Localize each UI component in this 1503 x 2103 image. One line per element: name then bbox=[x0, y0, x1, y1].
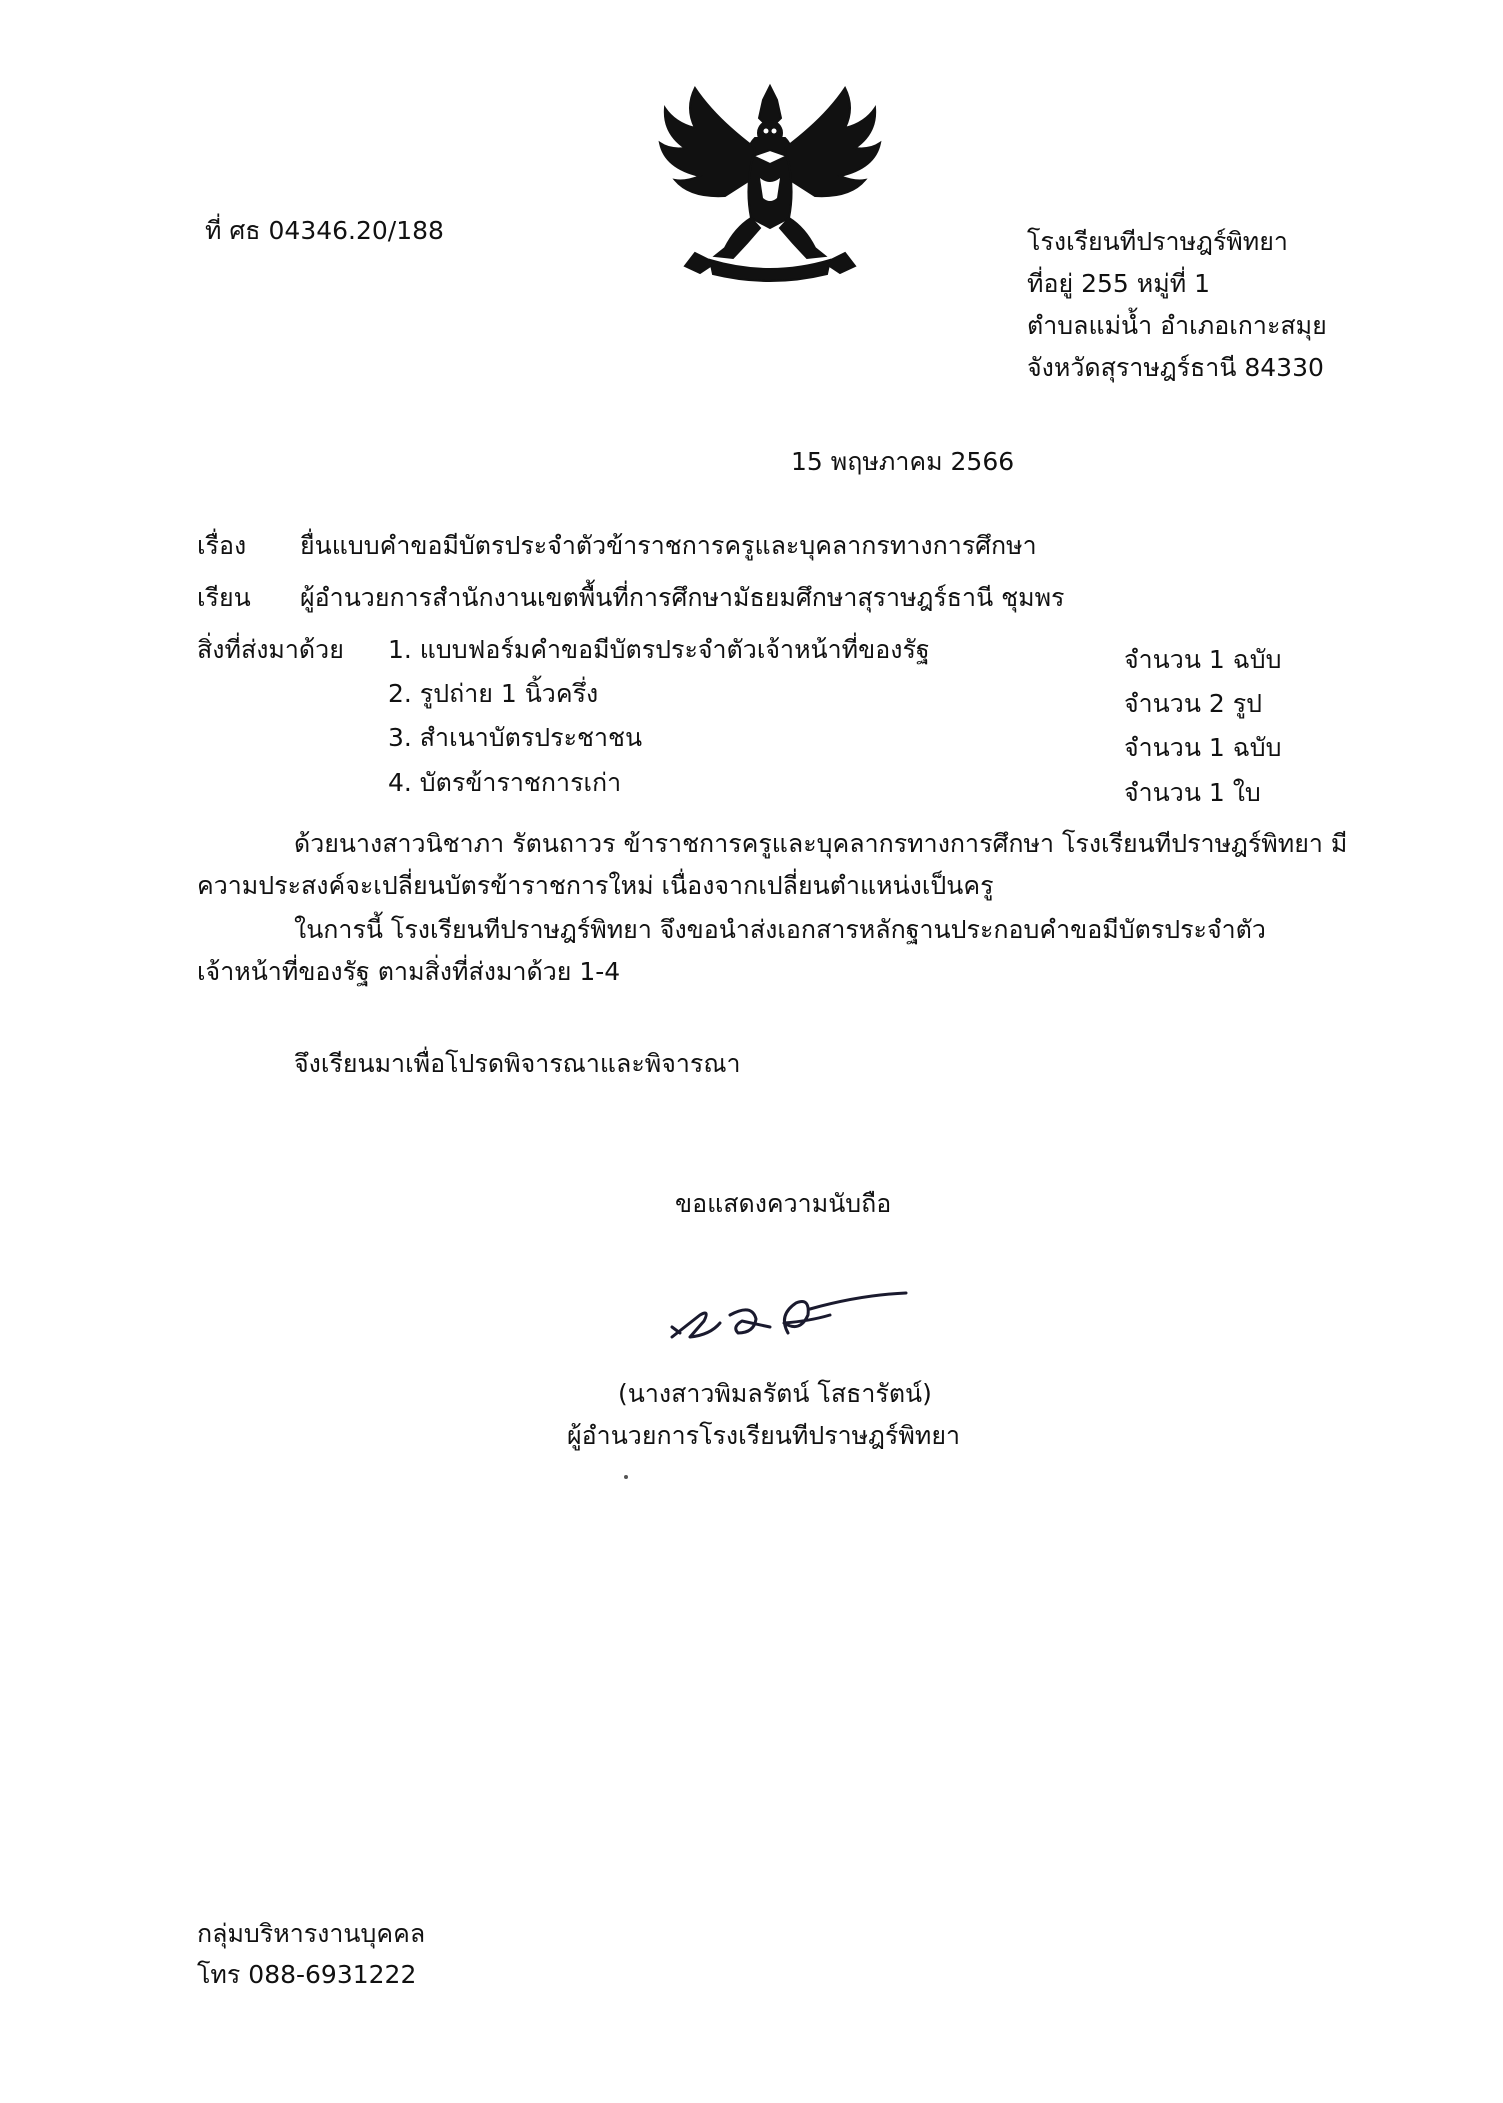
paragraph-1-line-2: ความประสงค์จะเปลี่ยนบัตรข้าราชการใหม่ เนื่องจากเปลี่ยนตำแหน่งเป็นครู bbox=[197, 871, 994, 900]
paragraph-2-line-1: ในการนี้ โรงเรียนทีปราษฎร์พิทยา จึงขอนำส่งเอกสารหลักฐานประกอบคำขอมีบัตรประจำตัว bbox=[294, 915, 1266, 944]
speck bbox=[624, 1475, 628, 1479]
enclosures-label: สิ่งที่ส่งมาด้วย bbox=[197, 635, 344, 664]
enclosure-item: 2. รูปถ่าย 1 นิ้วครึ่ง bbox=[388, 679, 599, 708]
paragraph-1-line-1: ด้วยนางสาวนิชาภา รัตนถาวร ข้าราชการครูและบุคลากรทางการศึกษา โรงเรียนทีปราษฎร์พิทยา มี bbox=[294, 829, 1348, 858]
footer-department: กลุ่มบริหารงานบุคคล bbox=[197, 1919, 426, 1948]
address-line-1: ที่อยู่ 255 หมู่ที่ 1 bbox=[1027, 269, 1211, 298]
paragraph-2-line-2: เจ้าหน้าที่ของรัฐ ตามสิ่งที่ส่งมาด้วย 1-4 bbox=[197, 957, 621, 986]
enclosure-qty: จำนวน 1 ฉบับ bbox=[1124, 645, 1282, 674]
reference-number: ที่ ศธ 04346.20/188 bbox=[205, 216, 444, 245]
salutation: ขอแสดงความนับถือ bbox=[675, 1189, 892, 1218]
handwritten-signature bbox=[660, 1275, 910, 1355]
recipient-text: ผู้อำนวยการสำนักงานเขตพื้นที่การศึกษามัธยมศึกษาสุราษฎร์ธานี ชุมพร bbox=[300, 583, 1065, 612]
signatory-name: (นางสาวพิมลรัตน์ โสธารัตน์) bbox=[618, 1379, 932, 1408]
garuda-emblem-icon bbox=[655, 78, 885, 288]
school-name: โรงเรียนทีปราษฎร์พิทยา bbox=[1027, 227, 1288, 256]
subject-text: ยื่นแบบคำขอมีบัตรประจำตัวข้าราชการครูและบุคลากรทางการศึกษา bbox=[300, 531, 1037, 560]
letter-date: 15 พฤษภาคม 2566 bbox=[791, 447, 1015, 476]
enclosure-qty: จำนวน 1 ฉบับ bbox=[1124, 733, 1282, 762]
signatory-position: ผู้อำนวยการโรงเรียนทีปราษฎร์พิทยา bbox=[567, 1421, 961, 1450]
enclosure-item: 1. แบบฟอร์มคำขอมีบัตรประจำตัวเจ้าหน้าที่ของรัฐ bbox=[388, 635, 930, 664]
enclosure-qty: จำนวน 1 ใบ bbox=[1124, 778, 1261, 807]
recipient-label: เรียน bbox=[197, 583, 251, 612]
address-line-2: ตำบลแม่น้ำ อำเภอเกาะสมุย bbox=[1027, 311, 1327, 340]
footer-phone: โทร 088-6931222 bbox=[197, 1960, 417, 1989]
subject-label: เรื่อง bbox=[197, 531, 247, 560]
address-line-3: จังหวัดสุราษฎร์ธานี 84330 bbox=[1027, 353, 1324, 382]
enclosure-item: 3. สำเนาบัตรประชาชน bbox=[388, 723, 643, 752]
closing-request: จึงเรียนมาเพื่อโปรดพิจารณาและพิจารณา bbox=[294, 1049, 741, 1078]
enclosure-item: 4. บัตรข้าราชการเก่า bbox=[388, 768, 622, 797]
enclosure-qty: จำนวน 2 รูป bbox=[1124, 689, 1263, 718]
